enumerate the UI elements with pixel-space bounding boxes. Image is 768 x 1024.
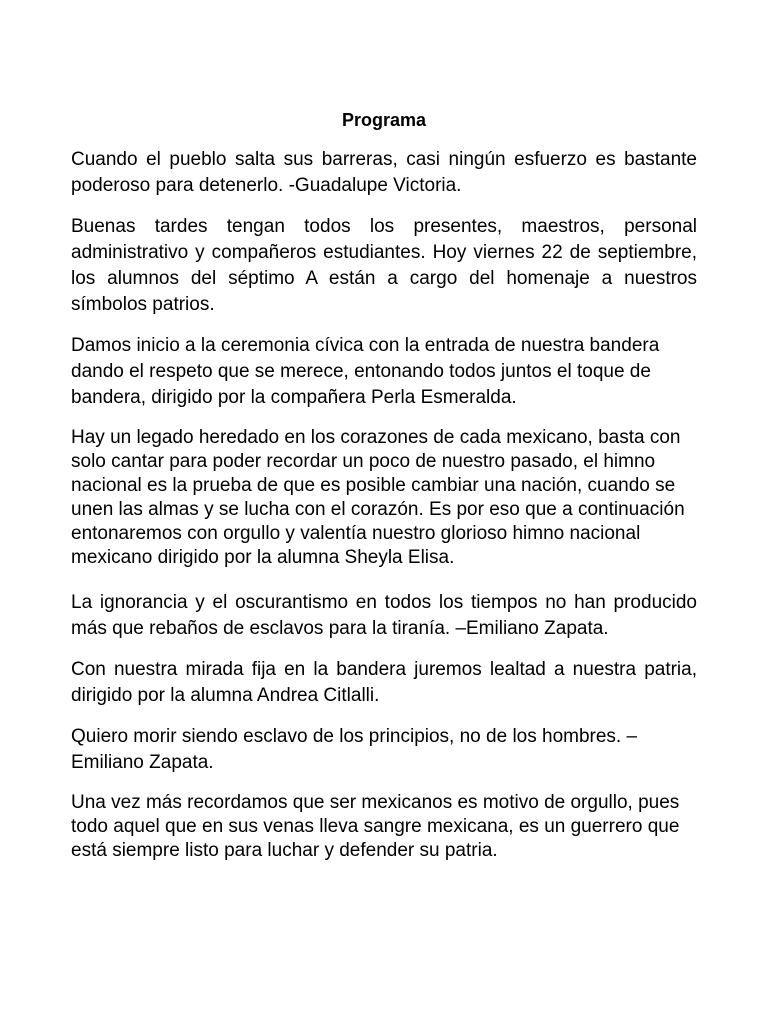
- paragraph-greeting: Buenas tardes tengan todos los presentes, maestros, personal administrativo y compañeros estudiantes. Hoy viernes 22 de septiembre, los alumnos del séptimo A están a cargo del homenaje a nuestros símbolos patrios.: [71, 216, 697, 315]
- paragraph-national-anthem: Hay un legado heredado en los corazones de cada mexicano, basta con solo cantar para poder recordar un poco de nuestro pasado, el himno nacional es la prueba de que es posible cambiar una nación, cuando se unen las almas y se lucha con el corazón. Es por eso que a continuación entonaremos con orgullo y valentía nuestro glorioso himno nacional mexicano dirigido por la alumna Sheyla Elisa.: [71, 427, 685, 568]
- paragraph-quote-zapata-principles: Quiero morir siendo esclavo de los principios, no de los hombres. –Emiliano Zapata.: [71, 726, 638, 773]
- document-title: Programa: [341, 110, 427, 130]
- paragraph-quote-zapata-ignorance: La ignorancia y el oscurantismo en todos los tiempos no han producido más que rebaños de esclavos para la tiranía. –Emiliano Zapata.: [71, 592, 697, 639]
- document-page: [71, 108, 697, 878]
- paragraph-flag-entrance: Damos inicio a la ceremonia cívica con la entrada de nuestra bandera dando el respeto que se merece, entonando todos juntos el toque de bandera, dirigido por la compañera Perla Esmeralda.: [71, 335, 660, 408]
- paragraph-flag-oath: Con nuestra mirada fija en la bandera juremos lealtad a nuestra patria, dirigido por la alumna Andrea Citlalli.: [71, 659, 697, 706]
- paragraph-quote-guadalupe-victoria: Cuando el pueblo salta sus barreras, casi ningún esfuerzo es bastante poderoso para detenerlo. -Guadalupe Victoria.: [71, 149, 697, 196]
- paragraph-closing: Una vez más recordamos que ser mexicanos es motivo de orgullo, pues todo aquel que en sus venas lleva sangre mexicana, es un guerrero que está siempre listo para luchar y defender su patria.: [71, 792, 680, 861]
